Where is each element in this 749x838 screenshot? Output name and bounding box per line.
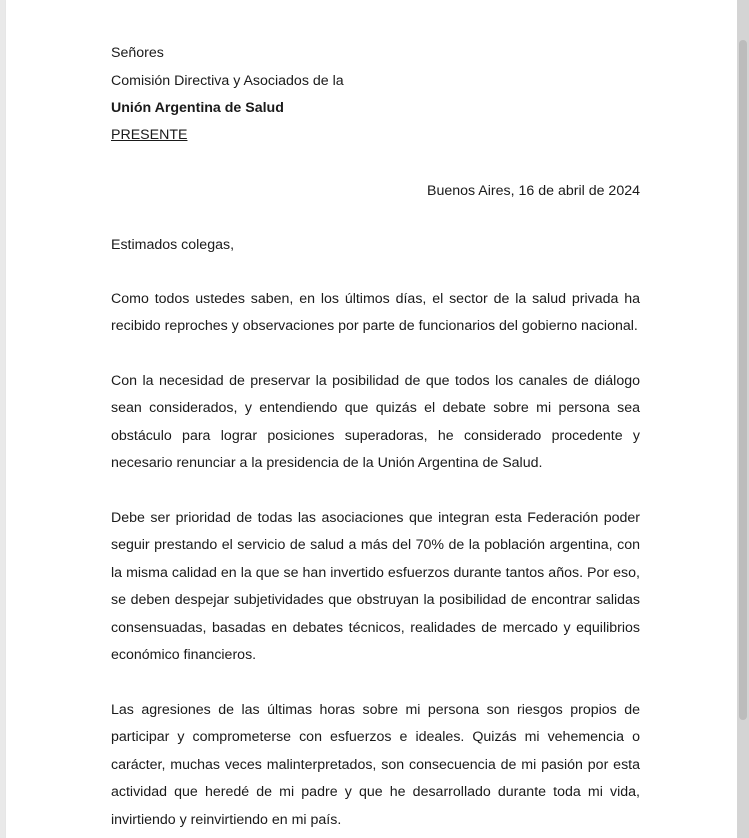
recipient-line-2: Comisión Directiva y Asociados de la	[111, 73, 344, 89]
scrollbar-thumb[interactable]	[739, 40, 747, 720]
paragraph-1: Como todos ustedes saben, en los últimos días, el sector de la salud privada ha recibido reproches y observaciones por parte de funcionarios del gobierno nacional.	[111, 291, 640, 335]
presente-label: PRESENTE	[111, 127, 188, 143]
paragraph-4: Las agresiones de las últimas horas sobre mi persona son riesgos propios de participar y comprometerse con esfuerzos e ideales. Quizás mi vehemencia o carácter, muchas veces malinterpretados, son consecuencia de mi pasión por esta actividad que heredé de mi padre y que he desarrollado durante toda mi vida, invirtiendo y reinvirtiendo en mi país.	[111, 702, 640, 828]
recipient-organization: Unión Argentina de Salud	[111, 100, 284, 116]
scrollbar[interactable]	[737, 0, 749, 838]
paragraph-3: Debe ser prioridad de todas las asociaciones que integran esta Federación poder seguir prestando el servicio de salud a más del 70% de la población argentina, con la misma calidad en la que se han invertido esfuerzos durante tantos años. Por eso, se deben despejar subjetividades que obstruyan la posibilidad de encontrar salidas consensuadas, basadas en debates técnicos, realidades de mercado y equilibrios económico financieros.	[111, 510, 640, 664]
salutation: Estimados colegas,	[111, 237, 235, 253]
date-place: Buenos Aires, 16 de abril de 2024	[427, 183, 640, 199]
paragraph-2: Con la necesidad de preservar la posibilidad de que todos los canales de diálogo sean considerados, y entendiendo que quizás el debate sobre mi persona sea obstáculo para lograr posiciones superadoras, he considerado procedente y necesario renunciar a la presidencia de la Unión Argentina de Salud.	[111, 373, 640, 472]
document-page	[6, 0, 737, 838]
recipient-line-1: Señores	[111, 45, 164, 61]
